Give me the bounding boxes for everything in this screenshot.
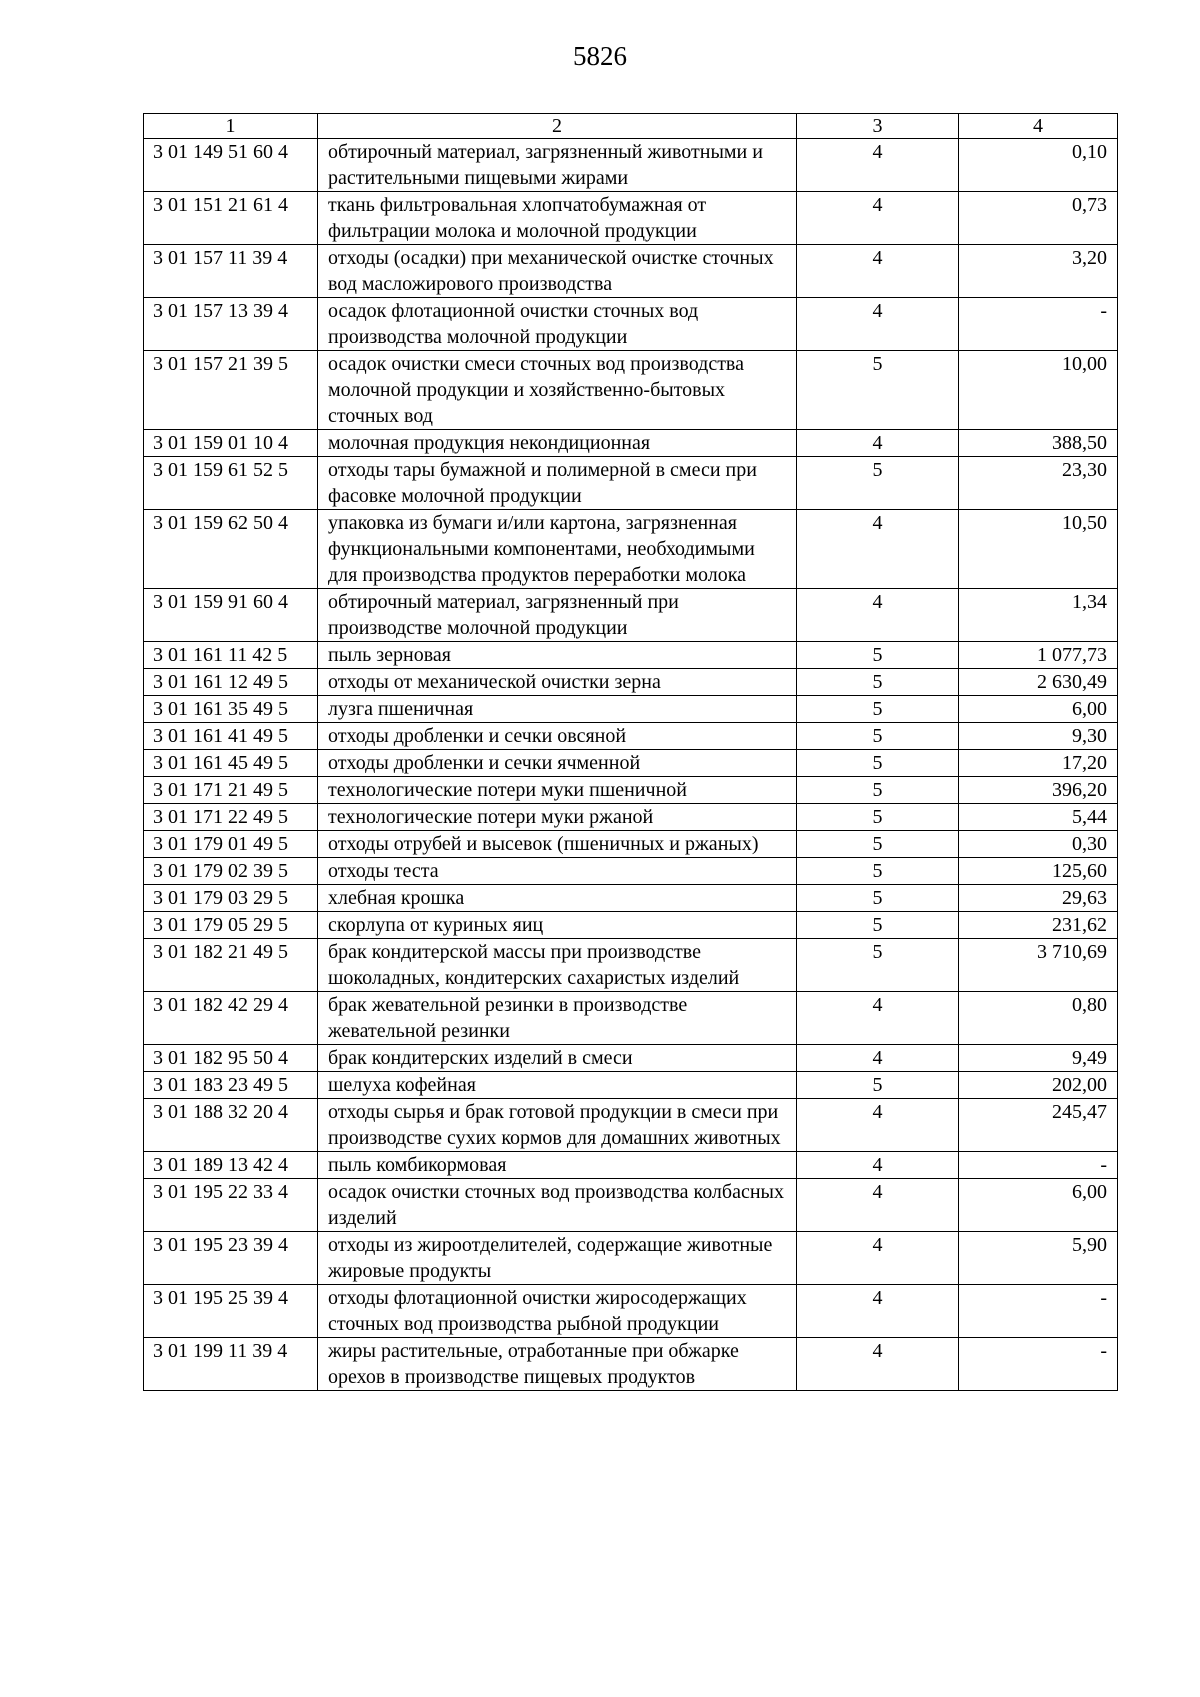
- cell-value: 10,00: [959, 351, 1118, 430]
- cell-class: 4: [797, 1099, 959, 1152]
- cell-class: 5: [797, 696, 959, 723]
- cell-name: отходы тары бумажной и полимерной в смеси при фасовке молочной продукции: [318, 457, 797, 510]
- cell-class: 5: [797, 939, 959, 992]
- cell-value: 23,30: [959, 457, 1118, 510]
- cell-name: скорлупа от куриных яиц: [318, 912, 797, 939]
- cell-name: ткань фильтровальная хлопчатобумажная от фильтрации молока и молочной продукции: [318, 192, 797, 245]
- cell-class: 4: [797, 1232, 959, 1285]
- cell-value: 2 630,49: [959, 669, 1118, 696]
- cell-name: пыль комбикормовая: [318, 1152, 797, 1179]
- table-row: [144, 351, 1118, 430]
- table-row: [144, 192, 1118, 245]
- table-body: [144, 114, 1118, 1391]
- table-row: [144, 1045, 1118, 1072]
- table-row: [144, 1232, 1118, 1285]
- cell-code: 3 01 157 21 39 5: [144, 351, 318, 430]
- table-row: [144, 669, 1118, 696]
- header-cell-4: 4: [959, 114, 1118, 139]
- cell-name: шелуха кофейная: [318, 1072, 797, 1099]
- cell-class: 5: [797, 858, 959, 885]
- cell-name: осадок очистки сточных вод производства колбасных изделий: [318, 1179, 797, 1232]
- cell-name: отходы дробленки и сечки овсяной: [318, 723, 797, 750]
- table-row: [144, 723, 1118, 750]
- cell-name: упаковка из бумаги и/или картона, загрязненная функциональными компонентами, необходимыми для производства продуктов переработки молока: [318, 510, 797, 589]
- cell-code: 3 01 182 95 50 4: [144, 1045, 318, 1072]
- cell-class: 5: [797, 351, 959, 430]
- table-row: [144, 777, 1118, 804]
- cell-code: 3 01 182 42 29 4: [144, 992, 318, 1045]
- cell-value: 29,63: [959, 885, 1118, 912]
- cell-code: 3 01 195 22 33 4: [144, 1179, 318, 1232]
- cell-class: 5: [797, 777, 959, 804]
- cell-class: 5: [797, 885, 959, 912]
- cell-value: 0,73: [959, 192, 1118, 245]
- table-row: [144, 804, 1118, 831]
- cell-value: 5,44: [959, 804, 1118, 831]
- table-row: [144, 589, 1118, 642]
- cell-code: 3 01 179 05 29 5: [144, 912, 318, 939]
- cell-value: 17,20: [959, 750, 1118, 777]
- cell-code: 3 01 161 41 49 5: [144, 723, 318, 750]
- cell-class: 5: [797, 669, 959, 696]
- cell-code: 3 01 151 21 61 4: [144, 192, 318, 245]
- cell-value: 0,30: [959, 831, 1118, 858]
- cell-name: отходы теста: [318, 858, 797, 885]
- cell-value: 125,60: [959, 858, 1118, 885]
- cell-value: 3,20: [959, 245, 1118, 298]
- cell-name: отходы (осадки) при механической очистке сточных вод масложирового производства: [318, 245, 797, 298]
- table-header-row: [144, 114, 1118, 139]
- cell-class: 4: [797, 1285, 959, 1338]
- table-row: [144, 1072, 1118, 1099]
- cell-code: 3 01 157 13 39 4: [144, 298, 318, 351]
- cell-value: 1 077,73: [959, 642, 1118, 669]
- table-row: [144, 642, 1118, 669]
- cell-class: 4: [797, 192, 959, 245]
- table-row: [144, 750, 1118, 777]
- cell-value: -: [959, 1152, 1118, 1179]
- cell-value: 3 710,69: [959, 939, 1118, 992]
- table-row: [144, 298, 1118, 351]
- table-row: [144, 1285, 1118, 1338]
- table-row: [144, 510, 1118, 589]
- cell-class: 4: [797, 1179, 959, 1232]
- header-cell-2: 2: [318, 114, 797, 139]
- cell-value: 396,20: [959, 777, 1118, 804]
- cell-name: обтирочный материал, загрязненный при производстве молочной продукции: [318, 589, 797, 642]
- cell-code: 3 01 179 03 29 5: [144, 885, 318, 912]
- cell-code: 3 01 195 25 39 4: [144, 1285, 318, 1338]
- waste-table: [143, 113, 1118, 1391]
- cell-code: 3 01 179 01 49 5: [144, 831, 318, 858]
- cell-value: 388,50: [959, 430, 1118, 457]
- cell-name: отходы из жироотделителей, содержащие животные жировые продукты: [318, 1232, 797, 1285]
- header-cell-1: 1: [144, 114, 318, 139]
- cell-value: 0,80: [959, 992, 1118, 1045]
- cell-value: 0,10: [959, 139, 1118, 192]
- cell-code: 3 01 159 61 52 5: [144, 457, 318, 510]
- cell-code: 3 01 159 91 60 4: [144, 589, 318, 642]
- table-row: [144, 885, 1118, 912]
- cell-name: брак жевательной резинки в производстве жевательной резинки: [318, 992, 797, 1045]
- cell-code: 3 01 183 23 49 5: [144, 1072, 318, 1099]
- cell-value: 202,00: [959, 1072, 1118, 1099]
- cell-code: 3 01 159 01 10 4: [144, 430, 318, 457]
- cell-name: отходы от механической очистки зерна: [318, 669, 797, 696]
- cell-value: -: [959, 1338, 1118, 1391]
- cell-code: 3 01 157 11 39 4: [144, 245, 318, 298]
- table-row: [144, 139, 1118, 192]
- cell-value: 1,34: [959, 589, 1118, 642]
- table-row: [144, 457, 1118, 510]
- cell-value: 6,00: [959, 1179, 1118, 1232]
- cell-code: 3 01 161 45 49 5: [144, 750, 318, 777]
- cell-name: брак кондитерской массы при производстве шоколадных, кондитерских сахаристых изделий: [318, 939, 797, 992]
- cell-class: 4: [797, 430, 959, 457]
- cell-name: жиры растительные, отработанные при обжарке орехов в производстве пищевых продуктов: [318, 1338, 797, 1391]
- cell-name: хлебная крошка: [318, 885, 797, 912]
- cell-name: осадок очистки смеси сточных вод производства молочной продукции и хозяйственно-бытовых сточных вод: [318, 351, 797, 430]
- cell-class: 4: [797, 245, 959, 298]
- cell-value: 9,49: [959, 1045, 1118, 1072]
- cell-class: 4: [797, 139, 959, 192]
- cell-code: 3 01 171 21 49 5: [144, 777, 318, 804]
- cell-code: 3 01 159 62 50 4: [144, 510, 318, 589]
- cell-name: отходы дробленки и сечки ячменной: [318, 750, 797, 777]
- cell-value: 10,50: [959, 510, 1118, 589]
- cell-value: -: [959, 298, 1118, 351]
- cell-name: отходы отрубей и высевок (пшеничных и ржаных): [318, 831, 797, 858]
- table-row: [144, 1179, 1118, 1232]
- cell-class: 4: [797, 1338, 959, 1391]
- page-number: 5826: [573, 41, 627, 71]
- cell-code: 3 01 179 02 39 5: [144, 858, 318, 885]
- table-row: [144, 430, 1118, 457]
- table-row: [144, 992, 1118, 1045]
- cell-code: 3 01 161 12 49 5: [144, 669, 318, 696]
- cell-code: 3 01 189 13 42 4: [144, 1152, 318, 1179]
- table-row: [144, 831, 1118, 858]
- cell-class: 4: [797, 992, 959, 1045]
- cell-code: 3 01 171 22 49 5: [144, 804, 318, 831]
- header-cell-3: 3: [797, 114, 959, 139]
- cell-class: 4: [797, 589, 959, 642]
- cell-class: 5: [797, 804, 959, 831]
- cell-class: 4: [797, 1045, 959, 1072]
- cell-code: 3 01 161 11 42 5: [144, 642, 318, 669]
- table-row: [144, 1338, 1118, 1391]
- cell-name: технологические потери муки пшеничной: [318, 777, 797, 804]
- table-row: [144, 858, 1118, 885]
- cell-code: 3 01 195 23 39 4: [144, 1232, 318, 1285]
- cell-code: 3 01 149 51 60 4: [144, 139, 318, 192]
- cell-name: осадок флотационной очистки сточных вод производства молочной продукции: [318, 298, 797, 351]
- cell-name: лузга пшеничная: [318, 696, 797, 723]
- table-row: [144, 245, 1118, 298]
- cell-class: 5: [797, 750, 959, 777]
- cell-code: 3 01 182 21 49 5: [144, 939, 318, 992]
- cell-class: 5: [797, 1072, 959, 1099]
- cell-value: 9,30: [959, 723, 1118, 750]
- cell-value: 5,90: [959, 1232, 1118, 1285]
- cell-class: 5: [797, 831, 959, 858]
- cell-code: 3 01 188 32 20 4: [144, 1099, 318, 1152]
- cell-name: отходы флотационной очистки жиросодержащих сточных вод производства рыбной продукции: [318, 1285, 797, 1338]
- table-row: [144, 939, 1118, 992]
- table-row: [144, 1099, 1118, 1152]
- cell-class: 4: [797, 1152, 959, 1179]
- table-row: [144, 1152, 1118, 1179]
- cell-name: брак кондитерских изделий в смеси: [318, 1045, 797, 1072]
- cell-value: 231,62: [959, 912, 1118, 939]
- table-row: [144, 696, 1118, 723]
- cell-class: 4: [797, 298, 959, 351]
- cell-class: 5: [797, 912, 959, 939]
- cell-class: 5: [797, 642, 959, 669]
- cell-name: отходы сырья и брак готовой продукции в смеси при производстве сухих кормов для домашних животных: [318, 1099, 797, 1152]
- cell-name: технологические потери муки ржаной: [318, 804, 797, 831]
- cell-value: 6,00: [959, 696, 1118, 723]
- cell-class: 5: [797, 723, 959, 750]
- cell-class: 5: [797, 457, 959, 510]
- cell-code: 3 01 161 35 49 5: [144, 696, 318, 723]
- cell-class: 4: [797, 510, 959, 589]
- cell-name: обтирочный материал, загрязненный животными и растительными пищевыми жирами: [318, 139, 797, 192]
- cell-name: молочная продукция некондиционная: [318, 430, 797, 457]
- cell-value: 245,47: [959, 1099, 1118, 1152]
- table-row: [144, 912, 1118, 939]
- cell-code: 3 01 199 11 39 4: [144, 1338, 318, 1391]
- cell-name: пыль зерновая: [318, 642, 797, 669]
- cell-value: -: [959, 1285, 1118, 1338]
